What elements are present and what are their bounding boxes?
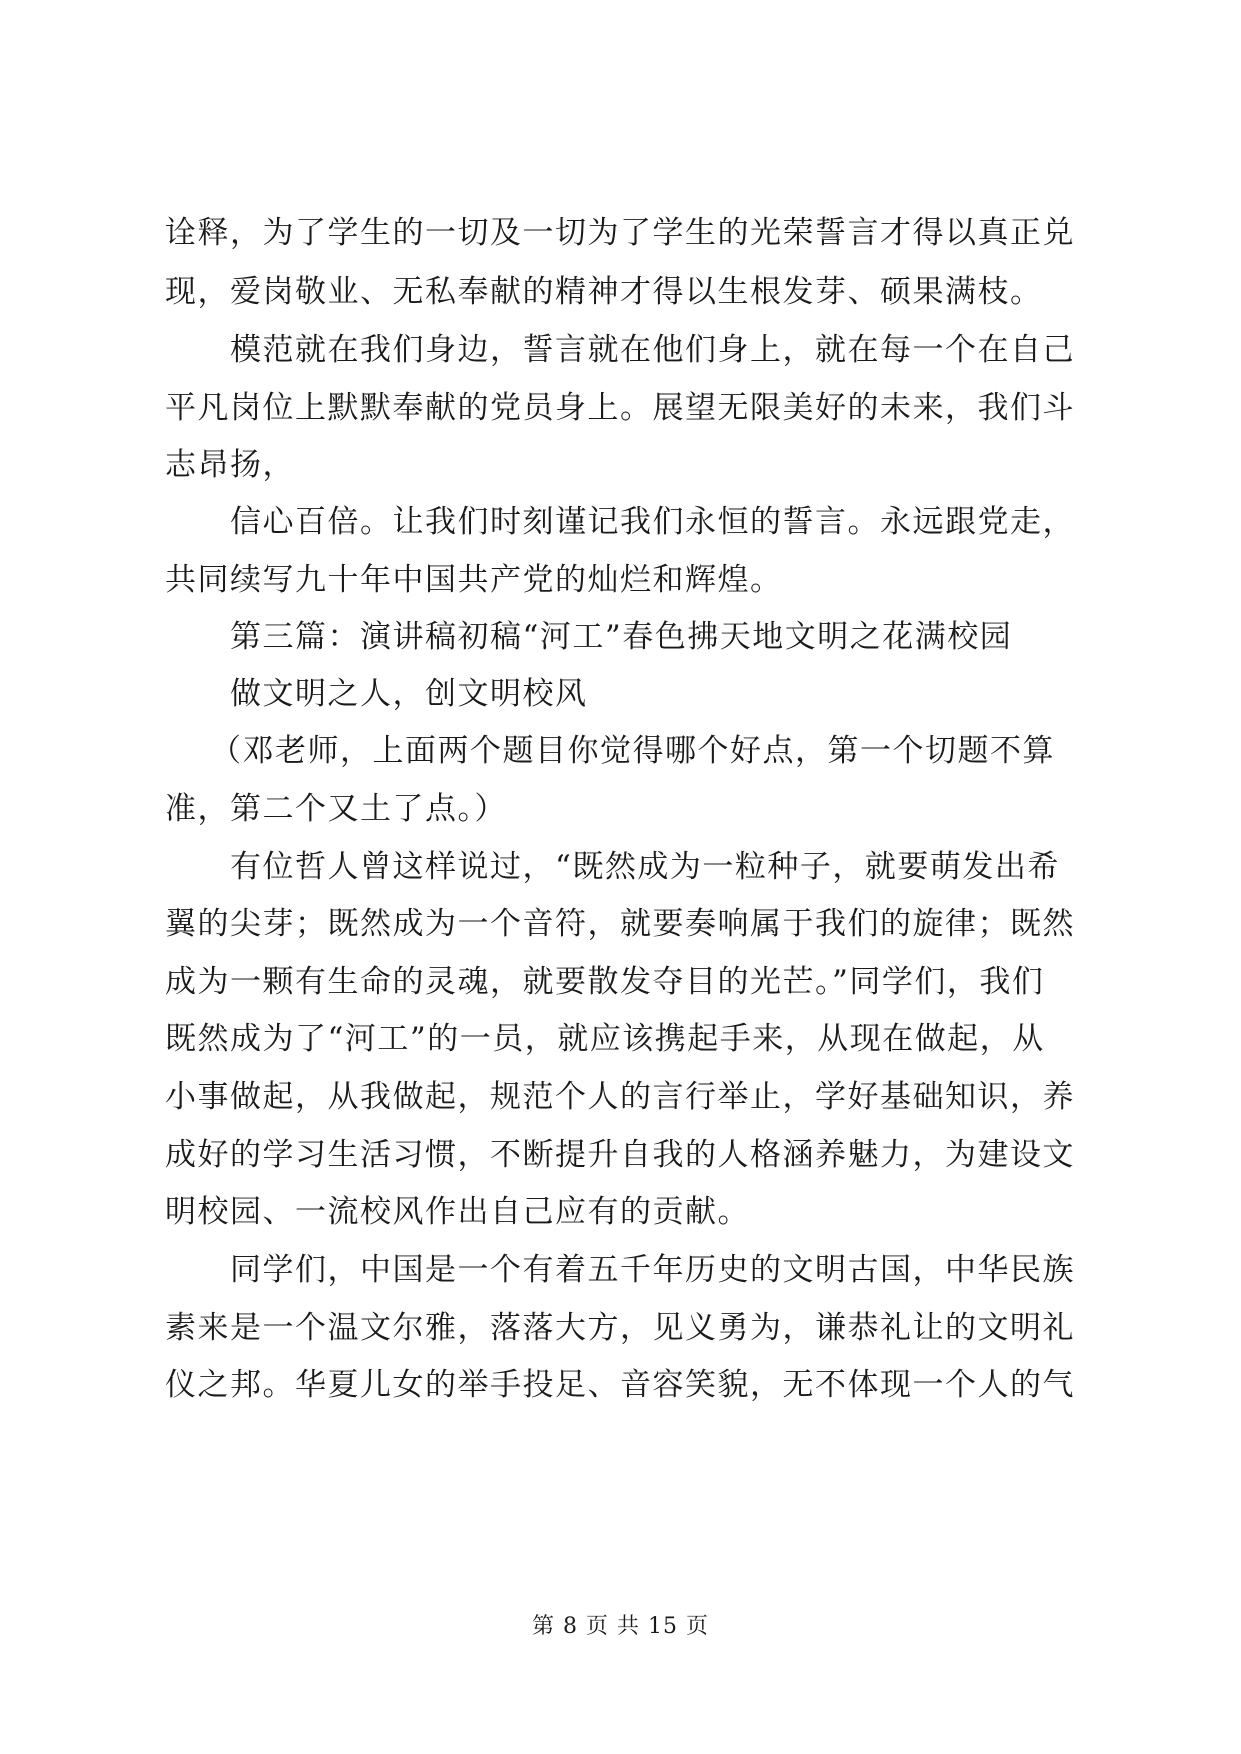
text-line: 翼的尖芽；既然成为一个音符，就要奏响属于我们的旋律；既然: [165, 906, 1075, 942]
text-line: 明校园、一流校风作出自己应有的贡献。: [165, 1194, 750, 1230]
text-line: 共同续写九十年中国共产党的灿烂和辉煌。: [165, 562, 783, 598]
text-line: 素来是一个温文尔雅，落落大方，见义勇为，谦恭礼让的文明礼: [165, 1310, 1075, 1346]
page-number-footer: 第 8 页 共 15 页: [532, 1614, 709, 1639]
text-line: 既然成为了“河工”的一员，就应该携起手来，从现在做起，从: [165, 1021, 1045, 1057]
text-line: 成为一颗有生命的灵魂，就要散发夺目的光芒。”同学们，我们: [165, 964, 1045, 1000]
text-line: 诠释，为了学生的一切及一切为了学生的光荣誓言才得以真正兑: [165, 215, 1075, 251]
text-line: 仪之邦。华夏儿女的举手投足、音容笑貌，无不体现一个人的气: [165, 1367, 1075, 1403]
text-line: 小事做起，从我做起，规范个人的言行举止，学好基础知识，养: [165, 1079, 1075, 1115]
text-line: 平凡岗位上默默奉献的党员身上。展望无限美好的未来，我们斗: [165, 390, 1075, 426]
text-line: 准，第二个又土了点。）: [165, 791, 507, 827]
section-heading: 第三篇：演讲稿初稿“河工”春色拂天地文明之花满校园: [230, 619, 1013, 655]
paragraph-start-line: 模范就在我们身边，誓言就在他们身上，就在每一个在自己: [230, 332, 1075, 368]
paragraph-start-line: 有位哲人曾这样说过，“既然成为一粒种子，就要萌发出希: [230, 849, 1060, 885]
text-line: 成好的学习生活习惯，不断提升自我的人格涵养魅力，为建设文: [165, 1137, 1075, 1173]
note-line: （邓老师，上面两个题目你觉得哪个好点，第一个切题不算: [210, 733, 1055, 769]
text-line: 现，爱岗敬业、无私奉献的精神才得以生根发芽、硕果满枝。: [165, 274, 1043, 310]
paragraph-start-line: 信心百倍。让我们时刻谨记我们永恒的誓言。永远跟党走，: [230, 504, 1075, 540]
paragraph-start-line: 同学们，中国是一个有着五千年历史的文明古国，中华民族: [230, 1252, 1075, 1288]
text-line: 志昂扬，: [165, 447, 295, 483]
subtitle-line: 做文明之人，创文明校风: [230, 676, 588, 712]
